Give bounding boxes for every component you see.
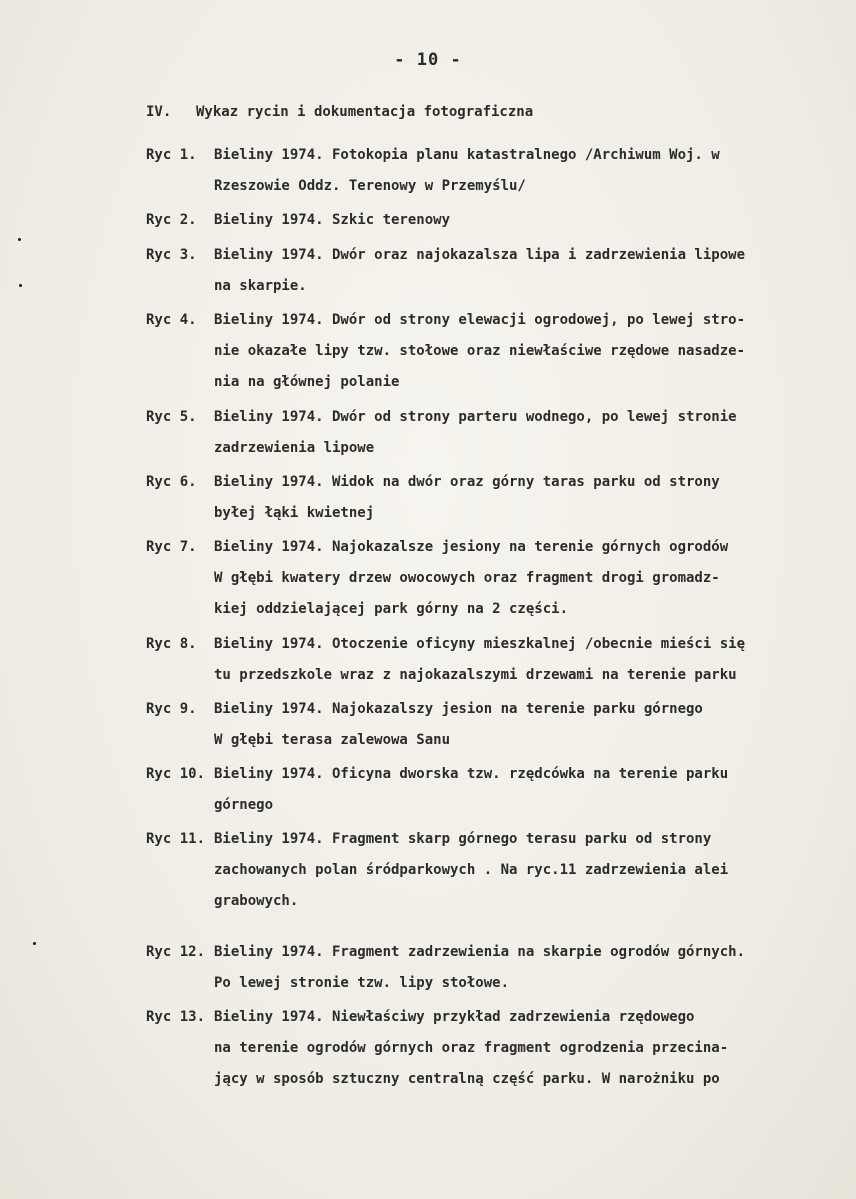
- figure-label: Ryc 7.: [146, 539, 197, 555]
- section-number: IV.: [146, 104, 172, 120]
- figure-entry: [146, 532, 846, 625]
- figure-label: Ryc 13.: [146, 1009, 206, 1025]
- figure-description-line: Bieliny 1974. Najokazalszy jesion na terenie parku górnego: [214, 701, 703, 717]
- figure-description-line: W głębi terasa zalewowa Sanu: [214, 732, 451, 748]
- figure-entry: [146, 305, 846, 398]
- figure-description-line: jący w sposób sztuczny centralną część parku. W narożniku po: [214, 1071, 720, 1087]
- figure-description-line: Bieliny 1974. Fragment zadrzewienia na skarpie ogrodów górnych.: [214, 944, 746, 960]
- figure-description-line: Bieliny 1974. Otoczenie oficyny mieszkalnej /obecnie mieści się: [214, 636, 746, 652]
- figure-description-line: Bieliny 1974. Dwór oraz najokazalsza lipa i zadrzewienia lipowe: [214, 247, 746, 263]
- figure-label: Ryc 8.: [146, 636, 197, 652]
- figure-description-line: na terenie ogrodów górnych oraz fragment ogrodzenia przecina-: [214, 1040, 729, 1056]
- figure-description-line: grabowych.: [214, 893, 299, 909]
- figure-description-line: Bieliny 1974. Fragment skarp górnego terasu parku od strony: [214, 831, 712, 847]
- figure-description-line: W głębi kwatery drzew owocowych oraz fragment drogi gromadz-: [214, 570, 720, 586]
- figure-description-line: Rzeszowie Oddz. Terenowy w Przemyślu/: [214, 178, 526, 194]
- figure-entry: [146, 759, 846, 821]
- figure-description-line: Bieliny 1974. Najokazalsze jesiony na terenie górnych ogrodów: [214, 539, 729, 555]
- figure-label: Ryc 1.: [146, 147, 197, 163]
- figure-label: Ryc 12.: [146, 944, 206, 960]
- figure-description-line: Bieliny 1974. Dwór od strony parteru wodnego, po lewej stronie: [214, 409, 737, 425]
- figure-entry: [146, 205, 846, 236]
- figure-description-line: nie okazałe lipy tzw. stołowe oraz niewłaściwe rzędowe nasadze-: [214, 343, 746, 359]
- figure-description-line: nia na głównej polanie: [214, 374, 400, 390]
- figure-label: Ryc 9.: [146, 701, 197, 717]
- figure-label: Ryc 11.: [146, 831, 206, 847]
- figure-label: Ryc 2.: [146, 212, 197, 228]
- figure-label: Ryc 10.: [146, 766, 206, 782]
- figure-description-line: Bieliny 1974. Niewłaściwy przykład zadrzewienia rzędowego: [214, 1009, 695, 1025]
- figure-label: Ryc 3.: [146, 247, 197, 263]
- figure-entry: [146, 140, 846, 202]
- figure-description-line: Bieliny 1974. Szkic terenowy: [214, 212, 451, 228]
- figure-description-line: Po lewej stronie tzw. lipy stołowe.: [214, 975, 510, 991]
- figure-label: Ryc 6.: [146, 474, 197, 490]
- figure-description-line: byłej łąki kwietnej: [214, 505, 375, 521]
- figure-entry: [146, 694, 846, 756]
- figure-description-line: zadrzewienia lipowe: [214, 440, 375, 456]
- figure-label: Ryc 4.: [146, 312, 197, 328]
- figure-description-line: górnego: [214, 797, 274, 813]
- figure-entry: [146, 240, 846, 302]
- figure-label: Ryc 5.: [146, 409, 197, 425]
- figure-description-line: na skarpie.: [214, 278, 307, 294]
- figure-entry: [146, 824, 846, 917]
- page-number: - 10 -: [394, 50, 462, 70]
- margin-mark: [33, 942, 36, 945]
- figure-description-line: Bieliny 1974. Fotokopia planu katastralnego /Archiwum Woj. w: [214, 147, 720, 163]
- figure-description-line: Bieliny 1974. Oficyna dworska tzw. rzędcówka na terenie parku: [214, 766, 729, 782]
- figure-entry: [146, 1002, 846, 1095]
- figure-entry: [146, 937, 846, 999]
- margin-mark: [18, 238, 21, 241]
- figure-description-line: Bieliny 1974. Dwór od strony elewacji ogrodowej, po lewej stro-: [214, 312, 746, 328]
- figure-entry: [146, 629, 846, 691]
- figure-description-line: Bieliny 1974. Widok na dwór oraz górny taras parku od strony: [214, 474, 720, 490]
- figure-description-line: kiej oddzielającej park górny na 2 części.: [214, 601, 569, 617]
- figure-description-line: tu przedszkole wraz z najokazalszymi drzewami na terenie parku: [214, 667, 737, 683]
- section-heading: [146, 104, 533, 120]
- figure-entry: [146, 467, 846, 529]
- margin-mark: [19, 284, 22, 287]
- section-title: Wykaz rycin i dokumentacja fotograficzna: [196, 104, 534, 120]
- figure-entry: [146, 402, 846, 464]
- figure-description-line: zachowanych polan śródparkowych . Na ryc.11 zadrzewienia alei: [214, 862, 729, 878]
